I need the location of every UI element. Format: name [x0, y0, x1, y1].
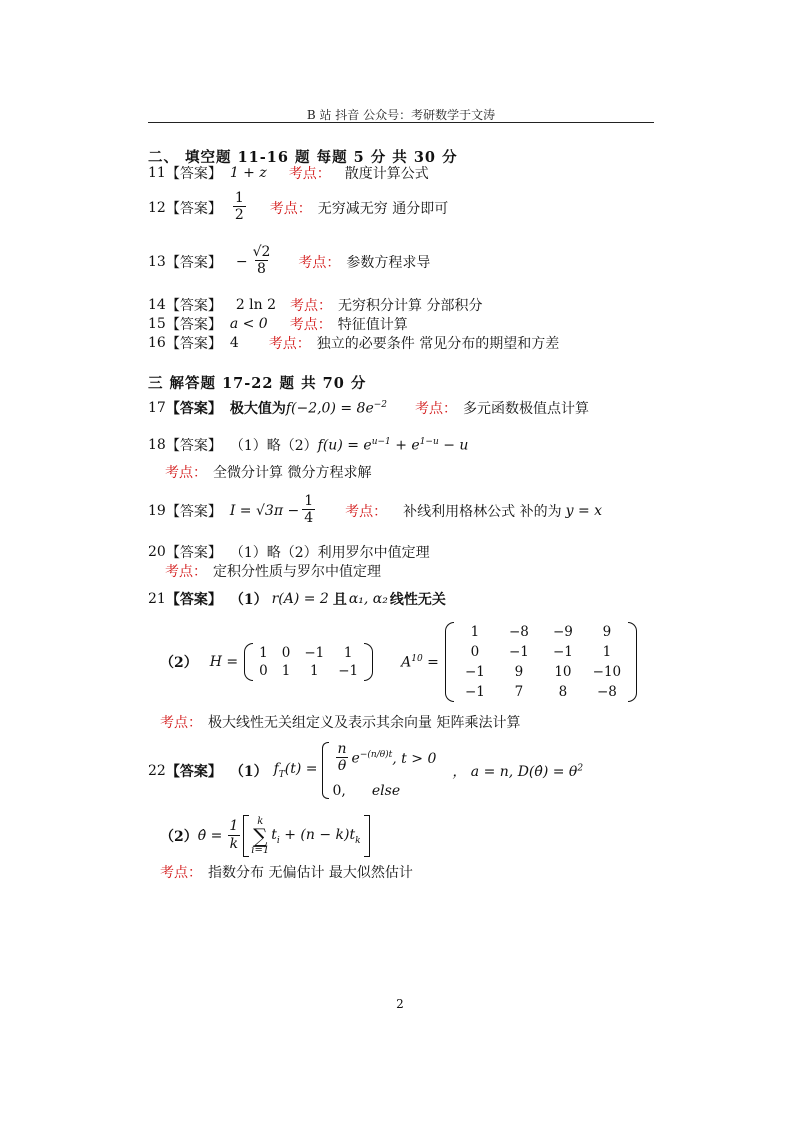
matrix-h-label: H = — [209, 654, 239, 670]
kaodian-row-18 — [165, 462, 371, 482]
pdf-label — [274, 761, 318, 780]
matrices-row-21 — [160, 622, 637, 702]
case1-fraction — [336, 742, 349, 775]
matrix-cell: −9 — [552, 624, 573, 640]
page-header: B 站 抖音 公众号：考研数学于文涛 — [306, 108, 496, 122]
question-number: 21 — [148, 591, 166, 607]
answer-row-19 — [148, 494, 602, 527]
question-number: 18 — [148, 437, 166, 453]
kaodian-row-22 — [160, 862, 413, 882]
fraction-denominator: 4 — [304, 510, 314, 527]
matrix-cell: 1 — [281, 663, 291, 679]
case1-exp — [352, 750, 393, 767]
question-number: 19 — [148, 502, 166, 519]
matrix-cell: 0 — [281, 645, 291, 661]
answer-row-17 — [148, 398, 589, 418]
answer-row-11 — [148, 163, 429, 183]
exp-power: −(n/θ)t — [359, 750, 393, 761]
kaodian-text: 全微分计算 微分方程求解 — [213, 465, 372, 481]
answer-fraction — [302, 494, 315, 527]
header-rule — [148, 122, 654, 123]
matrix-cell: −1 — [304, 645, 325, 661]
case1-condition: , t > 0 — [392, 750, 437, 767]
answer-tag: 【答案】 — [165, 298, 222, 314]
matrix-cell: −1 — [464, 684, 485, 700]
exponent-1: u−1 — [371, 436, 391, 447]
matrix-cell: −1 — [464, 664, 485, 680]
kaodian-text: 无穷减无穷 通分即可 — [317, 200, 449, 217]
matrix-cell: 8 — [558, 684, 568, 700]
matrix-cell: 10 — [554, 664, 572, 680]
exponent-2: 1−u — [419, 436, 439, 447]
kaodian-label: 考点： — [268, 336, 311, 352]
answer-tag: 【答案】 — [165, 166, 222, 182]
piecewise-brace — [322, 742, 329, 799]
kaodian-math: y = x — [565, 502, 603, 519]
matrix-cell: 1 — [259, 645, 268, 661]
kaodian-label: 考点： — [160, 865, 202, 881]
matrix-left-paren — [445, 622, 454, 702]
section-title-fill-in: 二、 填空题 11-16 题 每题 5 分 共 30 分 — [148, 149, 458, 166]
kaodian-label: 考点： — [290, 298, 333, 314]
linear-independence-text: 线性无关 — [389, 592, 446, 608]
answer-expression: f(−2,0) = 8e — [285, 400, 374, 417]
matrix-cell: 1 — [470, 624, 480, 640]
sum-tail: + (n − k)t — [279, 826, 356, 843]
sum-tail-subscript: k — [355, 835, 361, 846]
question-number: 16 — [148, 335, 166, 351]
answer-value: I = √3π − — [229, 502, 300, 519]
kaodian-row-21 — [160, 712, 520, 732]
sum-lower-limit: i=1 — [251, 845, 270, 856]
fraction-numerator: 1 — [229, 818, 239, 835]
answer-row-12 — [148, 191, 448, 224]
answer-sign: − — [235, 253, 248, 270]
summation — [251, 816, 269, 856]
matrix-a10 — [445, 622, 637, 702]
fraction-numerator: 1 — [234, 190, 244, 206]
question-number: 14 — [148, 297, 166, 313]
alpha-vectors: α₁, α₂ — [348, 591, 388, 607]
matrix-right-paren — [628, 622, 637, 702]
matrix-a-symbol: A — [401, 654, 412, 671]
answer-tag: 【答案】 — [165, 503, 222, 520]
answer-row-13 — [148, 245, 430, 278]
answer-row-21 — [148, 589, 446, 609]
matrix-cell: −1 — [508, 644, 529, 660]
answer-row-18 — [148, 435, 468, 455]
estimator-lhs: θ̂ = — [197, 828, 223, 844]
kaodian-text: 参数方程求导 — [346, 254, 431, 271]
matrix-cell: 7 — [514, 684, 524, 700]
answer-value — [318, 437, 469, 454]
matrix-cell: 9 — [514, 664, 524, 680]
matrix-cell: 0 — [470, 644, 480, 660]
piecewise-cases — [333, 742, 437, 799]
sigma-icon: ∑ — [253, 824, 268, 848]
estimator-fraction — [227, 819, 240, 852]
answer-row-20 — [148, 542, 430, 562]
sum-term: t — [271, 826, 277, 843]
pdf-symbol: f — [273, 761, 279, 778]
matrix-cell: 0 — [259, 663, 268, 679]
answer-parts: （1）略（2） — [229, 438, 318, 454]
answer-value: a < 0 — [229, 316, 268, 332]
part-label: （2） — [160, 829, 198, 845]
kaodian-label: 考点： — [165, 564, 207, 580]
answer-tail: − u — [438, 437, 469, 454]
question-number: 20 — [148, 544, 166, 560]
answer-exponent: −2 — [373, 399, 388, 410]
fraction-numerator: 1 — [304, 493, 314, 509]
matrix-cell: −1 — [338, 663, 359, 679]
pdf-argument: (t) = — [284, 761, 318, 778]
answer-value: 4 — [229, 335, 239, 351]
part-label: （2） — [160, 655, 198, 671]
piecewise — [322, 742, 437, 799]
matrix-h — [244, 643, 373, 681]
part-label: （1） — [229, 763, 268, 780]
answer-plus-term: + e — [390, 437, 420, 454]
matrix-cell: 1 — [309, 663, 319, 679]
case2-condition: else — [371, 783, 401, 800]
kaodian-text: 极大线性无关组定义及表示其余向量 矩阵乘法计算 — [208, 715, 521, 731]
answer-row-14 — [148, 295, 483, 315]
answer-fraction — [233, 191, 246, 224]
matrix-a-label: $A^{10}$ = — [401, 653, 439, 671]
answer-value: 1 + z — [229, 165, 267, 181]
matrix-cell: 1 — [602, 644, 612, 660]
matrix-cell: 9 — [602, 624, 612, 640]
properties-exponent: 2 — [577, 762, 584, 773]
question-number: 11 — [148, 165, 166, 181]
kaodian-text: 独立的必要条件 常见分布的期望和方差 — [316, 336, 560, 352]
fraction-denominator: 8 — [257, 261, 266, 278]
kaodian-label: 考点： — [165, 465, 207, 481]
matrix-a-exponent: 10 — [411, 653, 423, 664]
answer-fraction — [251, 245, 273, 278]
answer-tag: 【答案】 — [165, 438, 222, 454]
answer-tag: 【答案】 — [165, 317, 222, 333]
section-title-solutions: 三 解答题 17-22 题 共 70 分 — [148, 375, 367, 392]
matrix-cell: −8 — [508, 624, 529, 640]
fraction-denominator: θ — [337, 758, 347, 775]
fraction-denominator: 2 — [234, 207, 244, 224]
left-bracket — [243, 815, 249, 857]
kaodian-label: 考点： — [160, 715, 202, 731]
exp-base: e — [351, 750, 360, 767]
sum-body — [271, 827, 360, 846]
answer-row-15 — [148, 314, 408, 334]
kaodian-text: 无穷积分计算 分部积分 — [338, 298, 483, 314]
matrix-cell: −1 — [552, 644, 573, 660]
question-number: 12 — [148, 199, 166, 216]
part-label: （1） — [229, 592, 268, 608]
matrix-h-grid — [253, 643, 364, 681]
case2-value: 0, — [332, 783, 346, 800]
pdf-subscript: T — [278, 769, 285, 780]
answer-value — [286, 400, 387, 417]
kaodian-text: 补线利用格林公式 补的为 — [403, 503, 562, 520]
matrix-cell: −8 — [596, 684, 617, 700]
answer-expression: f(u) = e — [317, 437, 372, 454]
answer-tag: 【答案】 — [165, 763, 222, 780]
page-number: 2 — [396, 997, 404, 1011]
kaodian-label: 考点： — [415, 401, 458, 417]
answer-tag: 【答案】 — [165, 254, 222, 271]
answer-row-16 — [148, 333, 559, 353]
answer-tag: 【答案】 — [165, 545, 222, 561]
answer-tag: 【答案】 — [165, 200, 222, 217]
answer-value: （1）略（2）利用罗尔中值定理 — [229, 545, 430, 561]
kaodian-label: 考点： — [289, 317, 332, 333]
kaodian-label: 考点： — [298, 254, 341, 271]
answer-prefix: 极大值为 — [229, 401, 286, 417]
kaodian-text: 指数分布 无偏估计 最大似然估计 — [208, 865, 413, 881]
matrix-left-paren — [244, 643, 253, 681]
kaodian-row-20 — [165, 561, 381, 581]
kaodian-text: 多元函数极值点计算 — [463, 401, 590, 417]
fraction-numerator: √2 — [252, 244, 271, 260]
piecewise-case-1 — [333, 742, 437, 775]
fraction-numerator: n — [337, 741, 347, 757]
fraction-denominator: k — [229, 835, 239, 852]
sum-upper-limit: k — [257, 816, 264, 827]
question-number: 17 — [148, 400, 166, 416]
estimator-properties — [452, 761, 583, 781]
answer-tag: 【答案】 — [165, 336, 222, 352]
question-number: 15 — [148, 316, 166, 332]
rank-expression: r(A) = 2 — [271, 591, 329, 607]
answer-tag: 【答案】 — [165, 592, 222, 608]
matrix-a10-grid — [454, 622, 628, 702]
kaodian-text: 特征值计算 — [337, 317, 408, 333]
answer-row-22-part2 — [160, 815, 370, 857]
kaodian-label: 考点： — [345, 503, 388, 520]
piecewise-case-2 — [333, 783, 437, 799]
kaodian-label: 考点： — [288, 166, 331, 182]
kaodian-text: 散度计算公式 — [344, 166, 429, 182]
matrix-right-paren — [364, 643, 373, 681]
sum-term-subscript: i — [276, 835, 280, 846]
properties-text: ， a = n, D(θ̂) = θ — [452, 763, 578, 780]
conjunction: 且 — [332, 592, 347, 608]
answer-tag: 【答案】 — [165, 401, 222, 417]
question-number: 13 — [148, 253, 166, 270]
kaodian-label: 考点： — [269, 200, 312, 217]
answer-row-22 — [148, 742, 583, 799]
matrix-cell: 1 — [343, 645, 353, 661]
kaodian-text: 定积分性质与罗尔中值定理 — [213, 564, 381, 580]
question-number: 22 — [148, 762, 166, 779]
answer-value: 2 ln 2 — [235, 297, 277, 313]
right-bracket — [364, 815, 370, 857]
matrix-cell: −10 — [592, 664, 622, 680]
